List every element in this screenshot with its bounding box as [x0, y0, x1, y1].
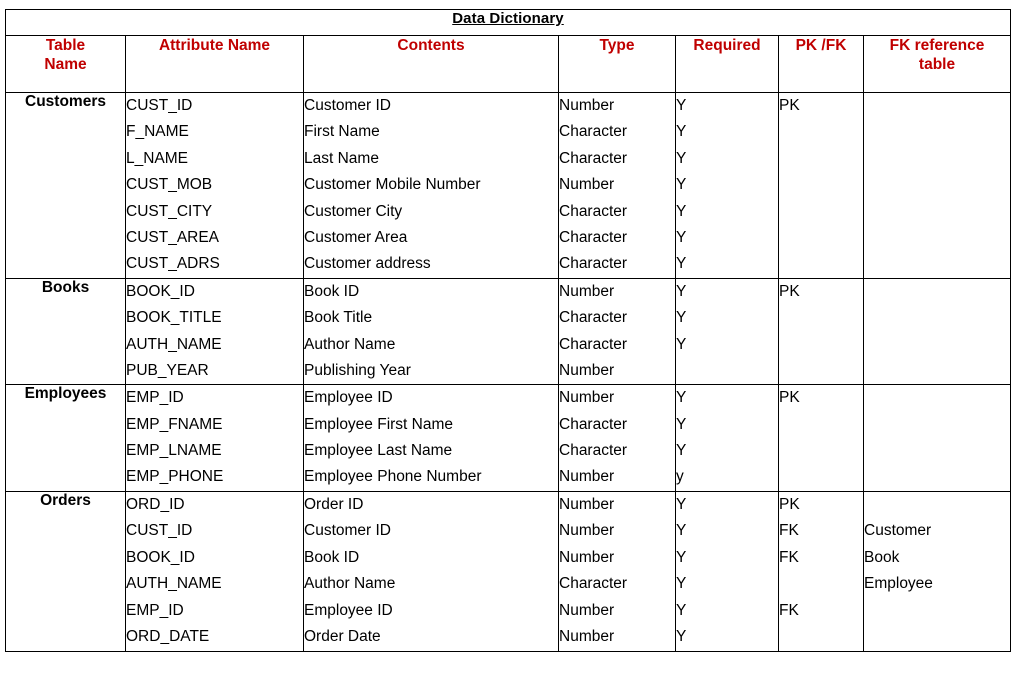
cell-required: Y: [676, 415, 687, 433]
cell-pk-fk: [779, 172, 863, 198]
cell-pk-fk: [779, 146, 863, 172]
cell-type: Number: [559, 389, 615, 407]
cell-contents: Last Name: [304, 149, 379, 167]
cell-attribute: CUST_MOB: [126, 176, 213, 194]
cell-attribute: BOOK_ID: [126, 548, 195, 566]
cell-required: Y: [676, 255, 687, 273]
cell-pk-fk: [779, 412, 863, 438]
cell-attribute: CUST_CITY: [126, 202, 213, 220]
cell-type: Character: [559, 415, 628, 433]
group-name-orders: Orders: [6, 491, 126, 651]
cell-required: Y: [676, 548, 687, 566]
column-header-table-name-line2: Name: [44, 56, 87, 73]
cell-type: Character: [559, 442, 628, 460]
cell-fk-ref: [864, 172, 1010, 198]
group-pkfk-customers: [779, 93, 864, 279]
header-row: [6, 36, 1011, 93]
cell-required: Y: [676, 628, 687, 646]
column-header-attribute-name: Attribute Name: [126, 36, 304, 93]
cell-pk-fk: [779, 438, 863, 464]
cell-required: Y: [676, 97, 687, 114]
cell-attribute: EMP_ID: [126, 601, 184, 619]
cell-required: Y: [676, 309, 687, 327]
cell-required: Y: [676, 442, 687, 460]
cell-required: Y: [676, 176, 687, 194]
group-fkref-employees: [864, 385, 1011, 492]
page-title: Data Dictionary: [452, 10, 564, 27]
column-header-type: Type: [559, 36, 676, 93]
table-group-books: [6, 278, 1011, 385]
column-header-table-name: [6, 36, 126, 93]
cell-fk-ref: [864, 464, 1010, 490]
cell-type: Number: [559, 282, 615, 300]
group-types-orders: [559, 491, 676, 651]
cell-attribute: EMP_PHONE: [126, 468, 224, 486]
cell-contents: Customer City: [304, 202, 403, 220]
group-types-employees: [559, 385, 676, 492]
cell-type: Number: [559, 522, 615, 540]
cell-type: Number: [559, 495, 615, 513]
cell-type: Character: [559, 309, 628, 327]
group-contents-employees: [304, 385, 559, 492]
cell-attribute: CUST_ID: [126, 522, 193, 540]
cell-required: Y: [676, 228, 687, 246]
cell-attribute: EMP_LNAME: [126, 442, 222, 460]
cell-type: Character: [559, 202, 628, 220]
group-attributes-customers: [126, 93, 304, 279]
cell-fk-ref: [864, 279, 1010, 305]
cell-contents: Publishing Year: [304, 361, 411, 379]
cell-attribute: L_NAME: [126, 149, 189, 167]
cell-pk-fk: [779, 199, 863, 225]
group-contents-books: [304, 278, 559, 385]
document-title-cell: [6, 10, 1011, 36]
cell-pk-fk: PK: [779, 97, 800, 114]
cell-pk-fk: [779, 305, 863, 331]
cell-attribute: CUST_ID: [126, 97, 193, 114]
cell-pk-fk: [779, 571, 863, 598]
cell-attribute: EMP_ID: [126, 389, 184, 407]
group-required-customers: [676, 93, 779, 279]
cell-required: Y: [676, 149, 687, 167]
cell-contents: Order ID: [304, 495, 364, 513]
cell-contents: Order Date: [304, 628, 381, 646]
cell-type: Number: [559, 548, 615, 566]
cell-contents: Employee ID: [304, 601, 393, 619]
cell-required: Y: [676, 282, 687, 300]
data-dictionary-table: [5, 9, 1011, 652]
group-contents-customers: [304, 93, 559, 279]
group-name-books: Books: [6, 278, 126, 385]
group-fkref-books: [864, 278, 1011, 385]
cell-attribute: F_NAME: [126, 123, 189, 141]
cell-type: Number: [559, 176, 615, 194]
cell-type: Character: [559, 228, 628, 246]
cell-attribute: CUST_ADRS: [126, 255, 220, 273]
cell-type: Number: [559, 468, 615, 486]
cell-fk-ref: Book: [864, 548, 900, 566]
cell-required: [676, 358, 778, 384]
group-types-customers: [559, 93, 676, 279]
cell-pk-fk: PK: [779, 495, 800, 513]
cell-contents: Customer ID: [304, 522, 391, 540]
table-group-orders: [6, 491, 1011, 651]
column-header-fk-reference-line2: table: [918, 56, 956, 73]
cell-contents: Employee First Name: [304, 415, 454, 433]
table-group-employees: [6, 385, 1011, 492]
group-fkref-orders: [864, 491, 1011, 651]
group-name-customers: Customers: [6, 93, 126, 279]
cell-pk-fk: FK: [779, 522, 799, 540]
table-group-customers: [6, 93, 1011, 279]
cell-pk-fk: PK: [779, 389, 800, 407]
cell-attribute: AUTH_NAME: [126, 575, 222, 593]
cell-contents: Customer address: [304, 255, 431, 273]
cell-fk-ref: [864, 598, 1010, 625]
cell-contents: Author Name: [304, 335, 396, 353]
group-required-employees: [676, 385, 779, 492]
cell-contents: Customer Area: [304, 228, 408, 246]
column-header-contents: Contents: [304, 36, 559, 93]
cell-fk-ref: [864, 93, 1010, 119]
group-required-orders: [676, 491, 779, 651]
group-contents-orders: [304, 491, 559, 651]
cell-required: Y: [676, 601, 687, 619]
cell-fk-ref: [864, 385, 1010, 411]
cell-required: Y: [676, 202, 687, 220]
cell-type: Number: [559, 628, 615, 646]
cell-required: Y: [676, 389, 687, 407]
cell-contents: Book ID: [304, 282, 360, 300]
cell-attribute: ORD_DATE: [126, 628, 210, 646]
cell-fk-ref: [864, 119, 1010, 145]
cell-contents: Book Title: [304, 309, 373, 327]
column-header-fk-reference-table: [864, 36, 1011, 93]
cell-contents: Employee Last Name: [304, 442, 453, 460]
group-required-books: [676, 278, 779, 385]
cell-pk-fk: [779, 358, 863, 384]
cell-fk-ref: [864, 492, 1010, 519]
cell-fk-ref: [864, 358, 1010, 384]
cell-type: Number: [559, 601, 615, 619]
cell-required: Y: [676, 522, 687, 540]
cell-required: Y: [676, 123, 687, 141]
cell-attribute: BOOK_TITLE: [126, 309, 222, 327]
cell-pk-fk: [779, 624, 863, 651]
cell-pk-fk: [779, 332, 863, 358]
group-pkfk-books: [779, 278, 864, 385]
cell-contents: Author Name: [304, 575, 396, 593]
cell-contents: First Name: [304, 123, 380, 141]
cell-type: Number: [559, 97, 615, 114]
cell-fk-ref: [864, 438, 1010, 464]
cell-type: Character: [559, 335, 628, 353]
cell-contents: Employee Phone Number: [304, 468, 482, 486]
cell-type: Character: [559, 149, 628, 167]
cell-fk-ref: [864, 146, 1010, 172]
cell-required: y: [676, 468, 684, 486]
cell-fk-ref: [864, 412, 1010, 438]
cell-required: Y: [676, 495, 687, 513]
cell-pk-fk: [779, 464, 863, 490]
cell-attribute: PUB_YEAR: [126, 361, 209, 379]
cell-attribute: ORD_ID: [126, 495, 185, 513]
cell-pk-fk: [779, 251, 863, 277]
column-header-fk-reference-line1: FK reference: [889, 37, 985, 54]
cell-pk-fk: FK: [779, 601, 799, 619]
cell-attribute: EMP_FNAME: [126, 415, 223, 433]
cell-required: Y: [676, 575, 687, 593]
cell-type: Character: [559, 123, 628, 141]
cell-type: Character: [559, 255, 628, 273]
group-pkfk-employees: [779, 385, 864, 492]
cell-contents: Employee ID: [304, 389, 393, 407]
cell-contents: Customer Mobile Number: [304, 176, 481, 194]
cell-attribute: CUST_AREA: [126, 228, 220, 246]
column-header-pk-fk: PK /FK: [779, 36, 864, 93]
cell-pk-fk: [779, 119, 863, 145]
cell-type: Character: [559, 575, 628, 593]
cell-contents: Book ID: [304, 548, 360, 566]
column-header-required: Required: [676, 36, 779, 93]
cell-fk-ref: [864, 199, 1010, 225]
group-types-books: [559, 278, 676, 385]
cell-pk-fk: FK: [779, 548, 799, 566]
group-name-employees: Employees: [6, 385, 126, 492]
cell-contents: Customer ID: [304, 97, 391, 114]
group-attributes-books: [126, 278, 304, 385]
cell-fk-ref: [864, 225, 1010, 251]
cell-fk-ref: [864, 624, 1010, 651]
group-pkfk-orders: [779, 491, 864, 651]
group-fkref-customers: [864, 93, 1011, 279]
title-row: [6, 10, 1011, 36]
cell-pk-fk: PK: [779, 282, 800, 300]
cell-type: Number: [559, 361, 615, 379]
cell-attribute: BOOK_ID: [126, 282, 195, 300]
cell-fk-ref: Customer: [864, 522, 932, 540]
column-header-table-name-line1: Table: [45, 37, 86, 54]
cell-fk-ref: Employee: [864, 575, 933, 593]
cell-fk-ref: [864, 332, 1010, 358]
cell-fk-ref: [864, 251, 1010, 277]
cell-required: Y: [676, 335, 687, 353]
group-attributes-employees: [126, 385, 304, 492]
group-attributes-orders: [126, 491, 304, 651]
cell-attribute: AUTH_NAME: [126, 335, 222, 353]
cell-fk-ref: [864, 305, 1010, 331]
cell-pk-fk: [779, 225, 863, 251]
